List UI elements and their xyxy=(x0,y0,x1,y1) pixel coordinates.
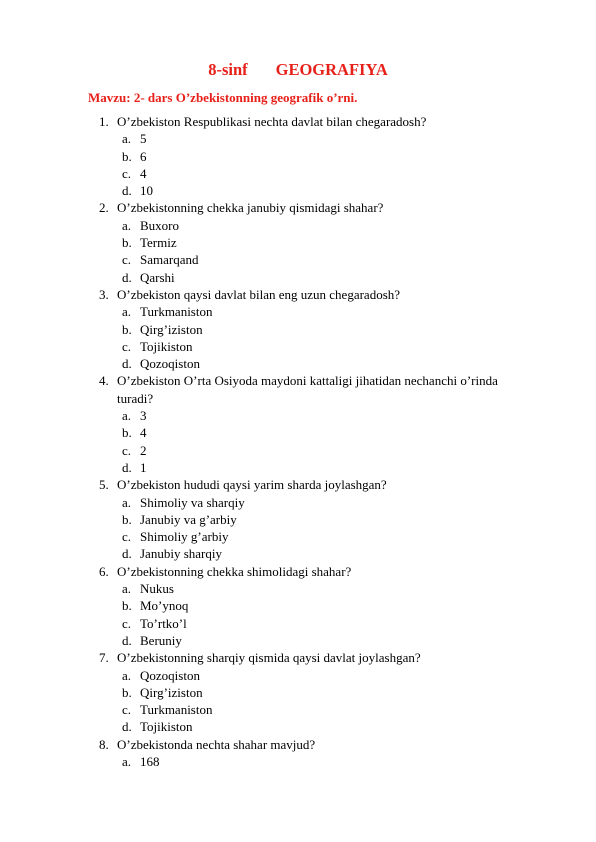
answer-option xyxy=(0,528,596,545)
answer-option xyxy=(0,130,596,147)
option-letter: b. xyxy=(122,684,132,700)
option-text: Tojikiston xyxy=(140,719,193,735)
option-text: 4 xyxy=(140,165,147,181)
question-number: 7. xyxy=(99,650,109,666)
option-letter: d. xyxy=(122,459,132,475)
question-list xyxy=(0,113,596,770)
option-text: Qirg’iziston xyxy=(140,684,203,700)
option-letter: c. xyxy=(122,442,132,458)
option-letter: b. xyxy=(122,321,132,337)
answer-option xyxy=(0,615,596,632)
answer-option xyxy=(0,701,596,718)
option-letter: c. xyxy=(122,615,132,631)
option-letter: a. xyxy=(122,581,132,597)
answer-option xyxy=(0,321,596,338)
option-text: 6 xyxy=(140,148,147,164)
answer-option xyxy=(0,303,596,320)
option-text: Tojikiston xyxy=(140,338,193,354)
option-letter: c. xyxy=(122,252,132,268)
answer-option xyxy=(0,511,596,528)
option-letter: b. xyxy=(122,598,132,614)
question-text: O’zbekistonning chekka shimolidagi shahar? xyxy=(117,563,352,579)
option-letter: d. xyxy=(122,632,132,648)
page-title xyxy=(0,60,596,80)
option-text: To’rtko’l xyxy=(140,615,187,631)
option-letter: a. xyxy=(122,304,132,320)
answer-option xyxy=(0,459,596,476)
option-text: 5 xyxy=(140,131,147,147)
option-letter: b. xyxy=(122,148,132,164)
answer-option xyxy=(0,667,596,684)
option-text: 2 xyxy=(140,442,147,458)
grade-label: 8-sinf xyxy=(208,60,248,79)
option-text: Mo’ynoq xyxy=(140,598,189,614)
option-letter: d. xyxy=(122,269,132,285)
option-text: Shimoliy g’arbiy xyxy=(140,529,229,545)
option-letter: b. xyxy=(122,511,132,527)
question-number: 1. xyxy=(99,114,109,129)
answer-option xyxy=(0,355,596,372)
option-letter: b. xyxy=(122,235,132,251)
question-number: 4. xyxy=(99,373,109,389)
answer-option xyxy=(0,632,596,649)
answer-option xyxy=(0,234,596,251)
option-letter: c. xyxy=(122,702,132,718)
option-text: Shimoliy va sharqiy xyxy=(140,494,245,510)
answer-option xyxy=(0,251,596,268)
option-text: 1 xyxy=(140,459,147,475)
question-text: O’zbekiston qaysi davlat bilan eng uzun chegaradosh? xyxy=(117,286,401,302)
option-text: Qirg’iziston xyxy=(140,321,203,337)
question-text: O’zbekistonning sharqiy qismida qaysi davlat joylashgan? xyxy=(117,650,421,666)
answer-option xyxy=(0,148,596,165)
option-letter: c. xyxy=(122,338,132,354)
option-text: 10 xyxy=(140,183,153,199)
answer-option xyxy=(0,442,596,459)
question-item xyxy=(0,113,537,130)
option-text: Beruniy xyxy=(140,632,182,648)
option-text: Janubiy sharqiy xyxy=(140,546,222,562)
answer-option xyxy=(0,684,596,701)
option-text: Samarqand xyxy=(140,252,199,268)
answer-option xyxy=(0,580,596,597)
option-text: Nukus xyxy=(140,581,174,597)
option-text: 3 xyxy=(140,408,147,424)
answer-option xyxy=(0,338,596,355)
answer-option xyxy=(0,545,596,562)
topic-heading: Mavzu: 2- dars O’zbekistonning geografik o’rni. xyxy=(88,90,358,105)
answer-option xyxy=(0,217,596,234)
option-text: 168 xyxy=(140,753,160,769)
option-text: Buxoro xyxy=(140,217,179,233)
option-text: Janubiy va g’arbiy xyxy=(140,511,237,527)
question-item xyxy=(0,372,537,407)
question-text: O’zbekistonning chekka janubiy qismidagi shahar? xyxy=(117,200,384,216)
question-item xyxy=(0,199,537,216)
option-text: Termiz xyxy=(140,235,177,251)
question-item xyxy=(0,286,537,303)
option-text: Turkmaniston xyxy=(140,702,213,718)
option-letter: a. xyxy=(122,753,132,769)
option-text: Turkmaniston xyxy=(140,304,213,320)
subject-label: GEOGRAFIYA xyxy=(275,60,388,79)
option-text: Qozoqiston xyxy=(140,667,200,683)
answer-option xyxy=(0,424,596,441)
question-item xyxy=(0,563,537,580)
question-number: 2. xyxy=(99,200,109,216)
option-text: 4 xyxy=(140,425,147,441)
question-item xyxy=(0,649,537,666)
option-text: Qarshi xyxy=(140,269,175,285)
question-item xyxy=(0,476,537,493)
question-text: O’zbekistonda nechta shahar mavjud? xyxy=(117,736,316,752)
question-text: O’zbekiston O’rta Osiyoda maydoni kattaligi jihatidan nechanchi o’rinda turadi? xyxy=(117,373,498,406)
option-letter: a. xyxy=(122,217,132,233)
option-letter: c. xyxy=(122,165,132,181)
option-letter: d. xyxy=(122,719,132,735)
question-number: 5. xyxy=(99,477,109,493)
answer-option xyxy=(0,494,596,511)
option-letter: a. xyxy=(122,667,132,683)
answer-option xyxy=(0,165,596,182)
question-text: O’zbekiston hududi qaysi yarim sharda joylashgan? xyxy=(117,477,387,493)
answer-option xyxy=(0,407,596,424)
answer-option xyxy=(0,753,596,770)
option-letter: d. xyxy=(122,546,132,562)
option-letter: c. xyxy=(122,529,132,545)
answer-option xyxy=(0,182,596,199)
question-text: O’zbekiston Respublikasi nechta davlat bilan chegaradosh? xyxy=(117,114,427,129)
question-item xyxy=(0,736,537,753)
question-number: 3. xyxy=(99,286,109,302)
answer-option xyxy=(0,597,596,614)
question-number: 6. xyxy=(99,563,109,579)
option-letter: a. xyxy=(122,131,132,147)
option-letter: d. xyxy=(122,183,132,199)
option-letter: a. xyxy=(122,408,132,424)
answer-option xyxy=(0,269,596,286)
option-letter: b. xyxy=(122,425,132,441)
option-letter: a. xyxy=(122,494,132,510)
option-letter: d. xyxy=(122,356,132,372)
answer-option xyxy=(0,718,596,735)
question-number: 8. xyxy=(99,736,109,752)
option-text: Qozoqiston xyxy=(140,356,200,372)
